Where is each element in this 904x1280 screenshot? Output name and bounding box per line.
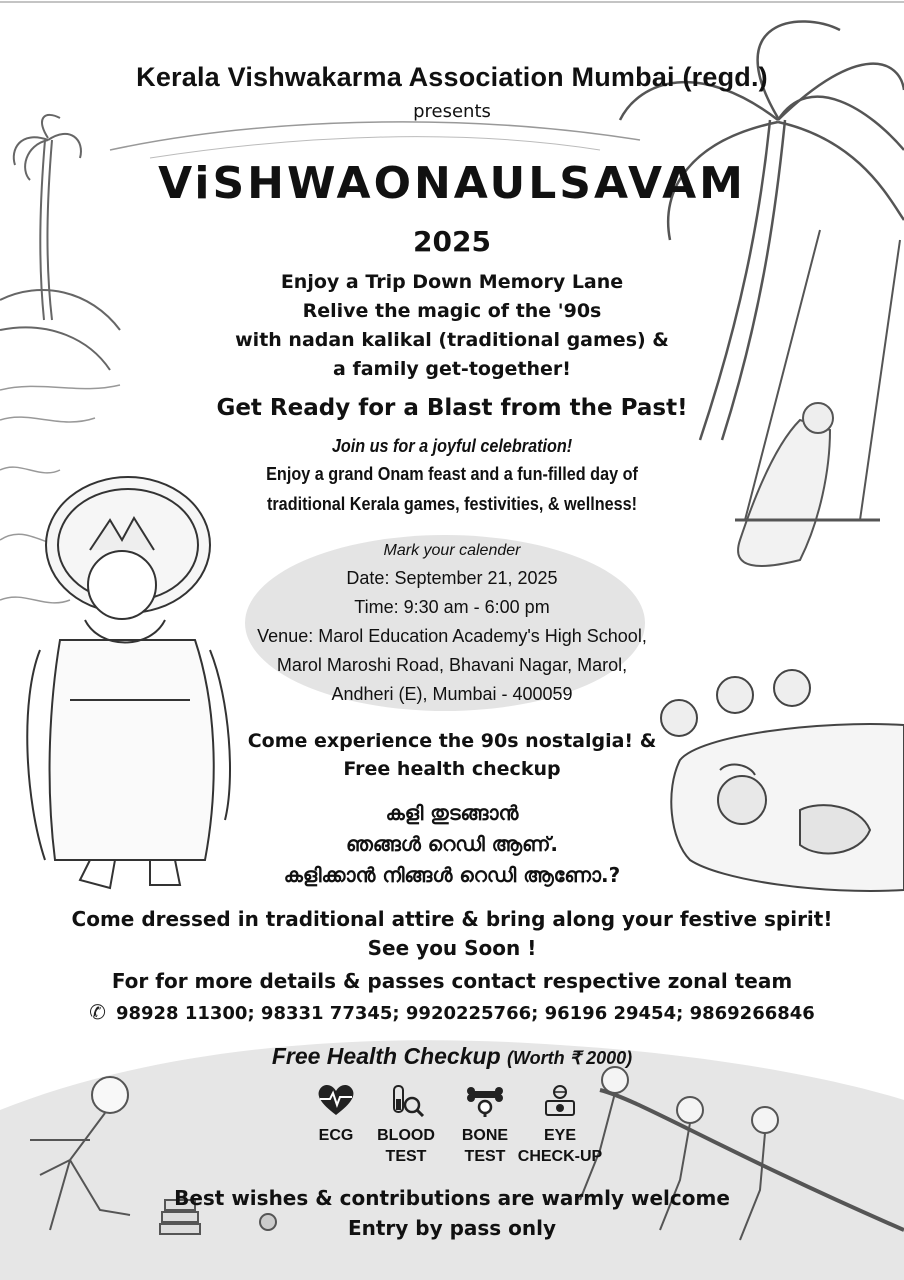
health-checkup-title: Free Health Checkup	[271, 1043, 501, 1069]
venue-line-2: Marol Maroshi Road, Bhavani Nagar, Marol,	[276, 655, 628, 675]
venue-line-1: Venue: Marol Education Academy's High School,	[257, 626, 647, 646]
invite-line-2: traditional Kerala games, festivities, & wellness!	[266, 494, 638, 514]
heart-ecg-icon	[316, 1083, 356, 1117]
service-label: BLOOD TEST	[377, 1127, 435, 1165]
blast-heading: Get Ready for a Blast from the Past!	[216, 395, 688, 421]
dress-line-1: Come dressed in traditional attire & bring along your festive spirit!	[71, 907, 833, 931]
dress-line-2: See you Soon !	[367, 936, 537, 960]
bone-icon	[465, 1083, 505, 1117]
footer-line-2: Entry by pass only	[347, 1216, 557, 1240]
contact-numbers-row	[0, 1000, 904, 1024]
organization-name: Kerala Vishwakarma Association Mumbai (regd.)	[136, 62, 768, 92]
nostalgia-line-1: Come experience the 90s nostalgia! &	[247, 730, 657, 752]
event-title: ViSHWAONAULSAVAM	[158, 158, 746, 209]
tagline-line-4: a family get-together!	[333, 358, 571, 380]
malayalam-line-3: കളിക്കാൻ നിങ്ങൾ റെഡി ആണോ.?	[283, 863, 621, 887]
contact-heading: For for more details & passes contact respective zonal team	[111, 969, 793, 993]
malayalam-line-2: ഞങ്ങൾ റെഡി ആണ്.	[346, 832, 558, 856]
invite-lead: Join us for a joyful celebration!	[331, 436, 573, 456]
mark-calendar-label: Mark your calender	[383, 542, 521, 559]
nostalgia-line-2: Free health checkup	[343, 758, 561, 780]
venue-line-3: Andheri (E), Mumbai - 400059	[331, 684, 573, 704]
phone-icon: ✆	[89, 1000, 106, 1024]
contact-numbers: 98928 11300; 98331 77345; 9920225766; 96196 29454; 9869266846	[115, 1003, 815, 1024]
tagline-line-3: with nadan kalikal (traditional games) &	[235, 329, 669, 351]
event-time: Time: 9:30 am - 6:00 pm	[354, 597, 550, 617]
health-checkup-heading	[0, 1043, 904, 1070]
invite-line-1: Enjoy a grand Onam feast and a fun-filled day of	[266, 464, 638, 484]
service-label: ECG	[318, 1127, 354, 1144]
tagline-line-2: Relive the magic of the '90s	[302, 300, 602, 322]
presents-label: presents	[413, 101, 491, 122]
service-label: BONE TEST	[461, 1127, 509, 1165]
eye-test-icon	[540, 1083, 580, 1117]
event-date: Date: September 21, 2025	[346, 568, 558, 588]
event-year: 2025	[413, 225, 491, 258]
footer-line-1: Best wishes & contributions are warmly welcome	[174, 1186, 730, 1210]
malayalam-line-1: കളി തുടങ്ങാൻ	[385, 801, 519, 825]
service-eye-checkup	[515, 1083, 605, 1167]
tagline-line-1: Enjoy a Trip Down Memory Lane	[280, 271, 624, 293]
service-label: EYE CHECK-UP	[517, 1127, 603, 1165]
test-tube-icon	[386, 1083, 426, 1117]
service-blood-test	[361, 1083, 451, 1167]
health-checkup-worth: (Worth ₹ 2000)	[507, 1048, 633, 1068]
